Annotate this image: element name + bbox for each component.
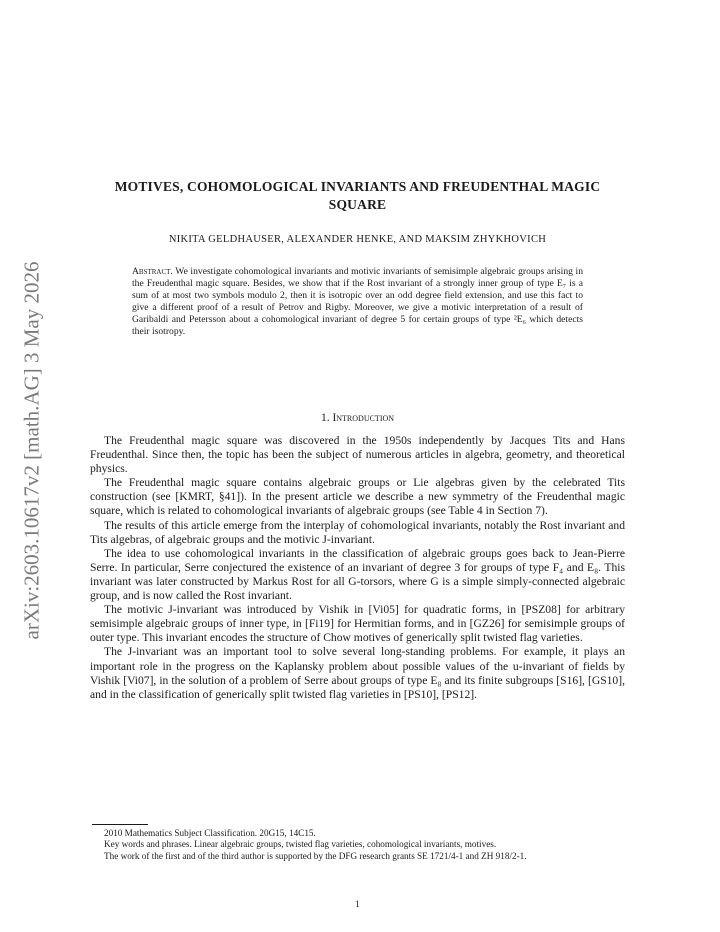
body-paragraph: The idea to use cohomological invariants in the classification of algebraic groups goes back to Jean-Pierre Serre. In particular, Serre conjectured the existence of an invariant of degree 3 for groups of type F₄ and E₈. This invariant was later constructed by Markus Rost for all G-torsors, where G is a simple simply-connected algebraic group, and is now called the Rost invariant. (90, 546, 625, 603)
abstract-text: We investigate cohomological invariants and motivic invariants of semisimple algebraic groups arising in the Freudenthal magic square. Besides, we show that if the Rost invariant of a strongly inner group of type E₇ is a sum of at most two symbols modulo 2, then it is isotropic over an odd degree field extension, and use this fact to give a different proof of a result of Petrov and Rigby. Moreover, we give a motivic interpretation of a result of Garibaldi and Petersson about a cohomological invariant of degree 5 for certain groups of type ²E₆ which detects their isotropy. (132, 266, 583, 337)
body-paragraph: The results of this article emerge from the interplay of cohomological invariants, notably the Rost invariant and Tits algebras, of algebraic groups and the motivic J-invariant. (90, 518, 625, 546)
page-number: 1 (355, 900, 360, 910)
footnotes-block (90, 828, 625, 862)
body-paragraph: The motivic J-invariant was introduced by Vishik in [Vi05] for quadratic forms, in [PSZ08] for arbitrary semisimple algebraic groups of inner type, in [Fi19] for Hermitian forms, and in [GZ26] for semisimple groups of outer type. This invariant encodes the structure of Chow motives of generically split twisted flag varieties. (90, 603, 625, 645)
paper-title: MOTIVES, COHOMOLOGICAL INVARIANTS AND FREUDENTHAL MAGIC SQUARE (114, 179, 601, 212)
section-title-text: Introduction (332, 412, 395, 424)
footnote: 2010 Mathematics Subject Classification. 20G15, 14C15. (104, 828, 316, 838)
section-body (90, 434, 625, 702)
body-paragraph: The Freudenthal magic square contains algebraic groups or Lie algebras given by the celebrated Tits construction (see [KMRT, §41]). In the present article we describe a new symmetry of the Freudenthal magic square, which is related to cohomological invariants of algebraic groups (see Table 4 in Section 7). (90, 476, 625, 518)
section-heading (90, 412, 625, 424)
footnote: Key words and phrases. Linear algebraic groups, twisted flag varieties, cohomological invariants, motives. (104, 839, 497, 850)
body-paragraph: The J-invariant was an important tool to solve several long-standing problems. For example, it plays an important role in the progress on the Kaplansky problem about possible values of the u-invariant of fields by Vishik [Vi07], in the solution of a problem of Serre about groups of type E₈ and its finite subgroups [S16], [GS10], and in the classification of generically split twisted flag varieties in [PS10], [PS12]. (90, 645, 625, 701)
arxiv-identifier-text: arXiv:2603.10617v2 [math.AG] 3 May 2026 (19, 261, 44, 639)
abstract-block (132, 266, 583, 338)
paper-authors: NIKITA GELDHAUSER, ALEXANDER HENKE, AND MAKSIM ZHYKHOVICH (168, 234, 547, 245)
arxiv-side-identifier (12, 240, 52, 660)
footnote-divider (92, 824, 148, 825)
body-paragraph: The Freudenthal magic square was discovered in the 1950s independently by Jacques Tits and Hans Freudenthal. Since then, the topic has been the subject of numerous articles in algebra, geometry, and theoretical physics. (90, 434, 625, 476)
section-number: 1. (320, 412, 330, 424)
abstract-label: Abstract. (132, 266, 173, 277)
footnote: The work of the first and of the third author is supported by the DFG research grants SE 1721/4-1 and ZH 918/2-1. (104, 850, 527, 861)
